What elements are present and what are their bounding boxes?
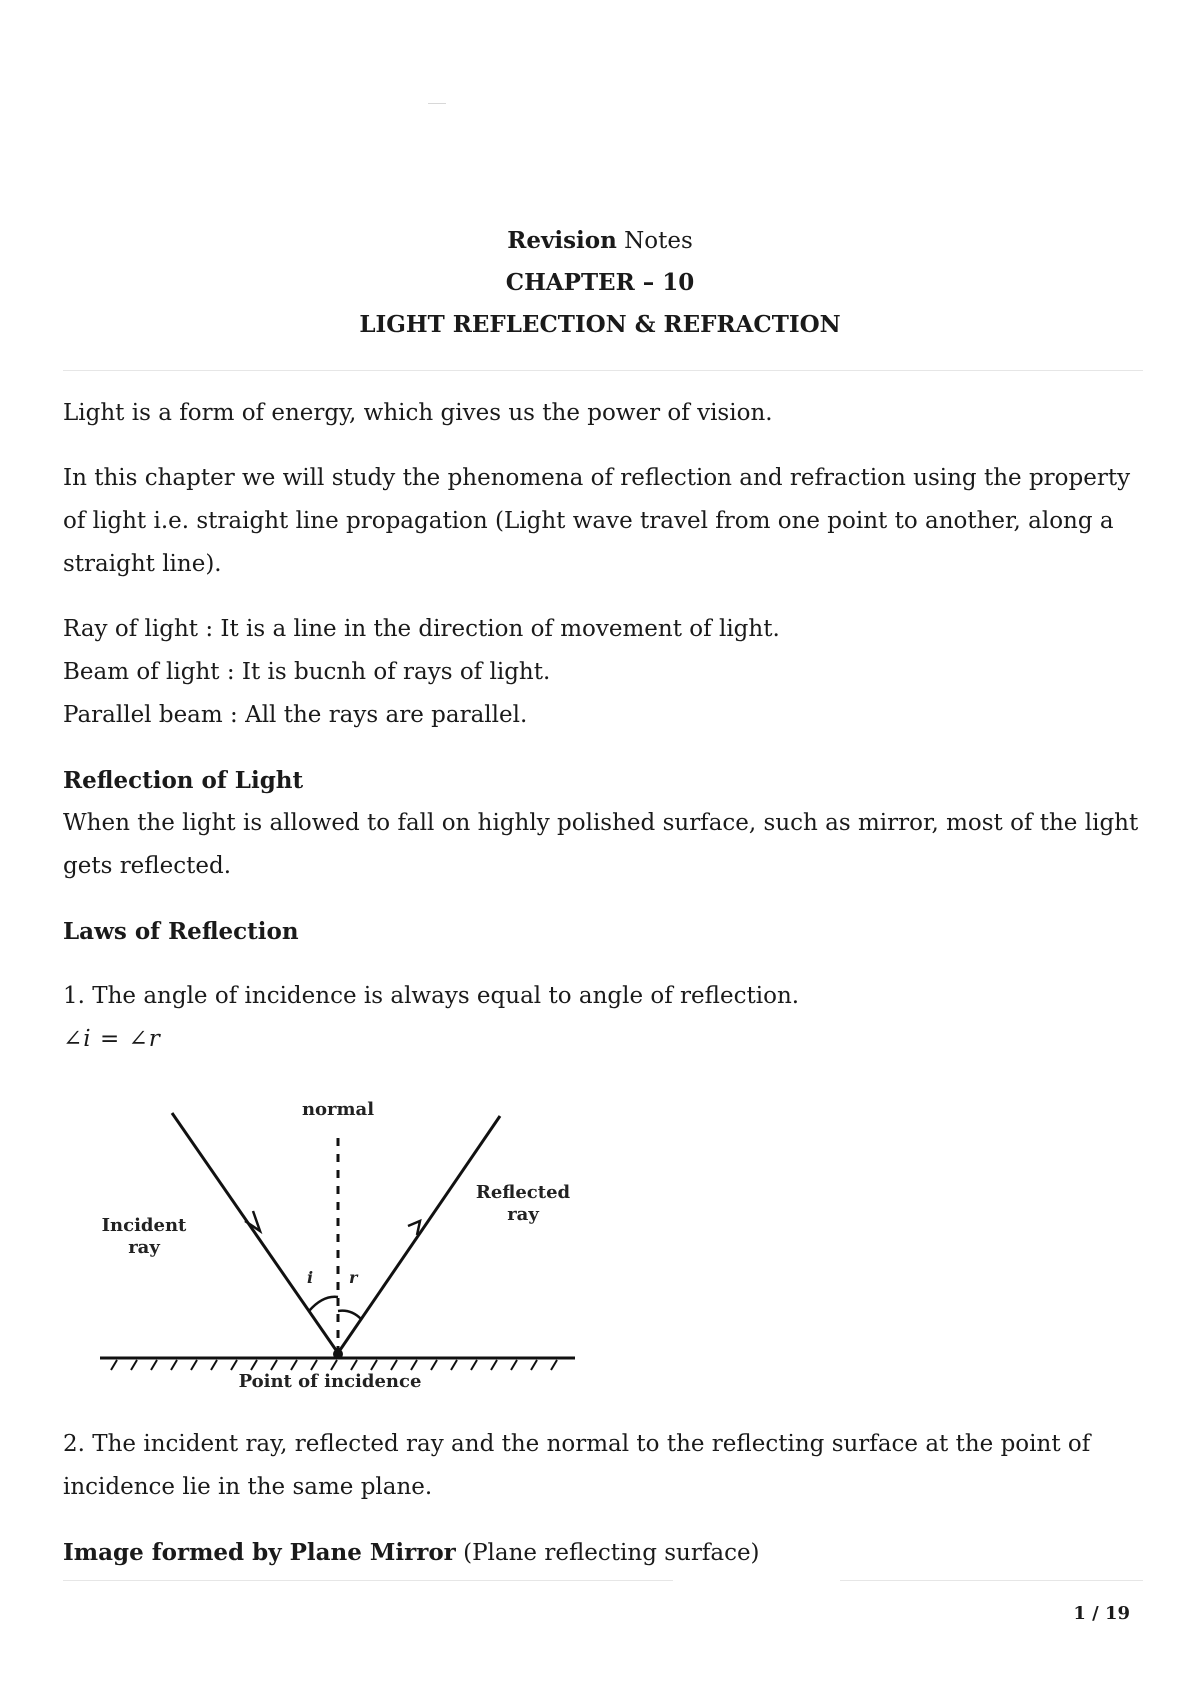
chapter-scope-line-1: In this chapter we will study the phenomena of reflection and refraction using the property <box>63 465 1131 491</box>
mirror-hatching <box>111 1360 557 1370</box>
reflection-text-line-1: When the light is allowed to fall on highly polished surface, such as mirror, most of the light <box>63 810 1139 836</box>
laws-heading: Laws of Reflection <box>63 918 299 945</box>
angle-i-label: i <box>307 1268 314 1287</box>
law-2-line-1: 2. The incident ray, reflected ray and the normal to the reflecting surface at the point of <box>63 1431 1091 1457</box>
incident-ray <box>172 1113 338 1353</box>
document-header <box>0 220 1200 346</box>
law-1: 1. The angle of incidence is always equal to angle of reflection. <box>63 983 800 1009</box>
reflected-ray-label-2: ray <box>507 1204 539 1225</box>
intro-paragraph: Light is a form of energy, which gives us the power of vision. <box>63 400 773 426</box>
reflection-diagram-svg <box>95 1083 585 1395</box>
normal-label: normal <box>301 1099 375 1120</box>
header-title <box>0 220 1200 262</box>
point-of-incidence-dot <box>333 1349 343 1359</box>
header-divider <box>63 370 1143 371</box>
document-body-continued <box>63 1423 1143 1575</box>
chapter-scope-line-2: of light i.e. straight line propagation (Light wave travel from one point to another, along a <box>63 508 1114 534</box>
footer-divider-left <box>63 1580 673 1581</box>
chapter-scope-line-3: straight line). <box>63 551 222 577</box>
reflection-text-line-2: gets reflected. <box>63 853 232 879</box>
parallel-beam-definition: Parallel beam : All the rays are parallel. <box>63 702 528 728</box>
incident-ray-label-2: ray <box>128 1237 160 1258</box>
scan-mark <box>428 103 446 104</box>
chapter-title: LIGHT REFLECTION & REFRACTION <box>359 311 841 338</box>
document-body <box>63 392 1143 1061</box>
plane-mirror-heading-bold: Image formed by Plane Mirror <box>63 1539 456 1566</box>
ray-definition: Ray of light : It is a line in the direction of movement of light. <box>63 616 780 642</box>
law-2-line-2: incidence lie in the same plane. <box>63 1474 433 1500</box>
incident-ray-label-1: Incident <box>101 1215 187 1236</box>
reflected-arrow-icon <box>408 1221 420 1235</box>
page-number: 1 / 19 <box>1073 1603 1130 1624</box>
angle-r-arc <box>338 1311 361 1319</box>
header-title-bold: Revision <box>507 227 617 254</box>
reflected-ray-label-1: Reflected <box>475 1182 571 1203</box>
point-of-incidence-label: Point of incidence <box>238 1371 422 1392</box>
chapter-number: CHAPTER – 10 <box>505 269 695 296</box>
footer-divider-right <box>840 1580 1143 1581</box>
beam-definition: Beam of light : It is bucnh of rays of light. <box>63 659 551 685</box>
reflected-ray <box>338 1116 500 1353</box>
angle-i-arc <box>309 1297 338 1311</box>
angle-r-label: r <box>349 1268 358 1287</box>
header-title-rest: Notes <box>616 228 693 254</box>
plane-mirror-heading-rest: (Plane reflecting surface) <box>455 1540 760 1566</box>
reflection-heading: Reflection of Light <box>63 767 304 794</box>
plane-mirror-heading <box>63 1531 1143 1575</box>
reflection-diagram <box>95 1083 585 1395</box>
law-1-equation: ∠i = ∠r <box>63 1026 161 1052</box>
